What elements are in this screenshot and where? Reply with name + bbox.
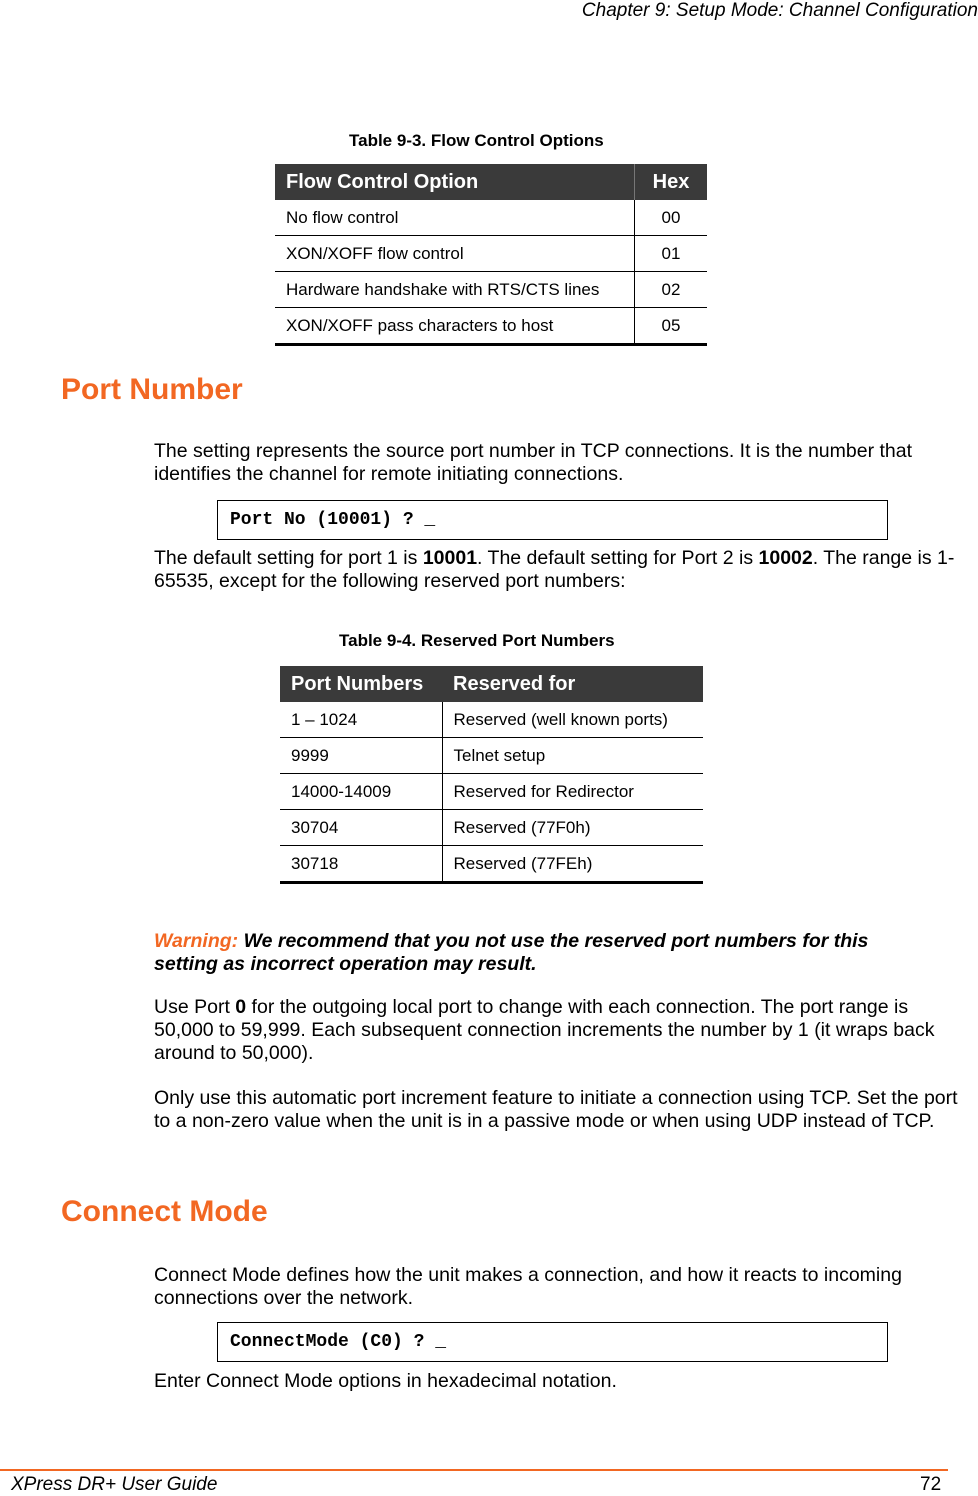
table-cell: 30704 [280,810,442,846]
table-cell: Reserved (well known ports) [442,702,703,738]
column-header: Port Numbers [280,666,442,702]
text-run: Use Port [154,996,236,1018]
connect-mode-note: Enter Connect Mode options in hexadecimal notation. [154,1370,617,1392]
warning-note [154,930,884,976]
column-header: Flow Control Option [275,164,635,200]
bold-value: 0 [235,996,247,1018]
section-title-port-number: Port Number [61,373,243,406]
port-number-intro: The setting represents the source port number in TCP connections. It is the number that identifies the channel for remote initiating connections. [154,440,913,485]
table-cell: 30718 [280,846,442,883]
table-cell: Reserved (77F0h) [442,810,703,846]
table-row [280,774,703,810]
footer-rule [0,1469,948,1471]
auto-increment-paragraph: Only use this automatic port increment feature to initiate a connection using TCP. Set the port to a non-zero value when the unit is in a passive mode or when using UDP instead of TCP. [154,1087,958,1132]
warning-text: We recommend that you not use the reserved port numbers for this setting as incorrect operation may result. [154,930,869,975]
warning-label: Warning: [154,930,239,952]
table-row [275,200,707,236]
table-cell: 02 [635,272,708,308]
connect-mode-intro: Connect Mode defines how the unit makes a connection, and how it reacts to incoming connections over the network. [154,1264,902,1309]
table-cell: 01 [635,236,708,272]
table-caption: Table 9-4. Reserved Port Numbers [339,631,615,650]
table-cell: Hardware handshake with RTS/CTS lines [275,272,635,308]
table-cell: XON/XOFF flow control [275,236,635,272]
table-cell: XON/XOFF pass characters to host [275,308,635,345]
text-run: . The default setting for Port 2 is [477,547,759,569]
column-header: Hex [635,164,708,200]
flow-control-table [275,164,707,346]
table-cell: Telnet setup [442,738,703,774]
running-header: Chapter 9: Setup Mode: Channel Configuration [581,0,978,21]
port-zero-paragraph [154,996,969,1065]
port-default-paragraph [154,547,969,593]
table-row [280,846,703,883]
table-caption: Table 9-3. Flow Control Options [349,131,604,150]
bold-value: 10001 [422,547,478,569]
table-cell: 00 [635,200,708,236]
column-header: Reserved for [442,666,703,702]
reserved-ports-table [280,666,703,884]
connect-mode-prompt: ConnectMode (C0) ? _ [217,1322,888,1362]
text-run: . The range is 1-65535, except for the following reserved port numbers: [154,547,955,592]
table-row [275,272,707,308]
table-cell: 14000-14009 [280,774,442,810]
port-no-prompt: Port No (10001) ? _ [217,500,888,540]
table-cell: 05 [635,308,708,345]
table-row [275,236,707,272]
section-title-connect-mode: Connect Mode [61,1195,268,1228]
footer-guide-title: XPress DR+ User Guide [11,1474,218,1495]
table-row [275,308,707,345]
table-row [280,702,703,738]
table-row [280,810,703,846]
table-cell: 9999 [280,738,442,774]
table-cell: Reserved for Redirector [442,774,703,810]
text-run: for the outgoing local port to change with each connection. The port range is 50,000 to 59,999. Each subsequent connection increments the number by 1 (it wraps back around to 50,000). [154,996,935,1064]
table-cell: No flow control [275,200,635,236]
table-cell: Reserved (77FEh) [442,846,703,883]
bold-value: 10002 [758,547,813,569]
table-row [280,738,703,774]
page-number: 72 [920,1474,942,1495]
text-run: The default setting for port 1 is [154,547,423,569]
table-cell: 1 – 1024 [280,702,442,738]
